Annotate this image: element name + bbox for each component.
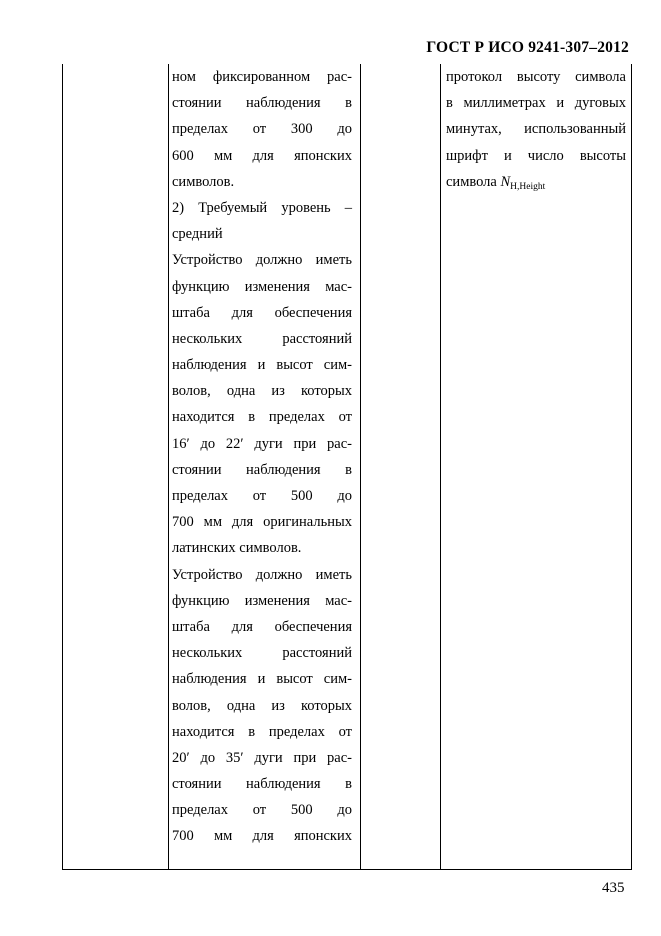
requirement-word: для [231, 514, 254, 531]
requirement-word: наблюдения [246, 95, 321, 112]
requirement-word: 600 [172, 147, 194, 164]
requirement-word: должно [255, 252, 303, 269]
requirement-word: сим- [323, 671, 352, 688]
table-bottom-border [62, 869, 632, 870]
requirement-word: обеспечения [274, 618, 352, 635]
requirement-text-line [172, 797, 352, 823]
requirement-word: мм [203, 514, 222, 531]
requirement-word: из [271, 383, 285, 400]
requirement-text-line [172, 483, 352, 509]
report-word: миллиметрах [463, 95, 546, 112]
requirement-word: японских [294, 828, 352, 845]
requirement-word: символов. [239, 540, 302, 557]
requirement-word: стоянии [172, 776, 222, 793]
requirement-text-line [172, 535, 352, 561]
table-border-right [631, 64, 632, 870]
requirement-text-line [172, 352, 352, 378]
requirement-word: штаба [172, 618, 210, 635]
requirement-word: от [338, 723, 352, 740]
requirement-word: до [200, 435, 216, 452]
requirement-text-line [172, 300, 352, 326]
requirement-text-line [172, 143, 352, 169]
requirement-word: находится [172, 409, 235, 426]
requirement-word: в [345, 95, 352, 112]
requirement-text-line [172, 274, 352, 300]
requirement-word: в [345, 776, 352, 793]
requirement-word: Требуемый [198, 199, 268, 216]
report-text-line-final [446, 169, 626, 195]
requirement-word: 22′ [225, 435, 244, 452]
report-text-line [446, 90, 626, 116]
requirement-text-line [172, 719, 352, 745]
requirement-word: высот [276, 357, 313, 374]
requirement-word: иметь [315, 566, 352, 583]
requirement-word: – [344, 199, 352, 216]
requirement-text-line [172, 431, 352, 457]
requirement-word: для [231, 304, 253, 321]
requirement-word: до [337, 802, 352, 819]
requirement-text-line [172, 64, 352, 90]
requirement-word: рас- [327, 435, 352, 452]
requirement-word: 700 [172, 514, 194, 531]
requirement-word: одна [226, 383, 256, 400]
requirement-text-line [172, 247, 352, 273]
requirement-text-line [172, 169, 352, 195]
requirement-word: иметь [315, 252, 352, 269]
requirement-word: до [337, 488, 352, 504]
requirement-word: волов, [172, 383, 211, 400]
requirement-word: мм [213, 147, 233, 164]
requirement-word: 700 [172, 828, 194, 845]
report-word: символа [575, 69, 626, 85]
requirement-word: пределах [268, 409, 325, 426]
requirement-word: при [293, 435, 317, 452]
requirement-text-line [172, 378, 352, 404]
report-word: высоты [579, 147, 626, 164]
requirement-text-line [172, 771, 352, 797]
requirement-word: 500 [290, 488, 313, 504]
column-divider-3 [440, 64, 441, 870]
report-word: протокол [446, 69, 503, 85]
requirement-word: наблюдения [246, 461, 321, 478]
requirement-word: наблюдения [246, 776, 321, 793]
requirement-word: дуги [254, 749, 283, 766]
column-divider-1 [168, 64, 169, 870]
requirement-word: до [200, 749, 216, 766]
requirement-word: для [231, 618, 253, 635]
requirement-word: фиксированном [212, 69, 311, 85]
standard-header: ГОСТ Р ИСО 9241-307–2012 [426, 39, 629, 56]
requirement-word: и [257, 671, 266, 688]
requirement-word: нескольких [172, 330, 243, 347]
report-word: и [503, 147, 512, 164]
requirement-text-line [172, 666, 352, 692]
requirement-word: 300 [290, 121, 313, 138]
requirement-word: мас- [325, 278, 352, 295]
requirement-word: стоянии [172, 461, 222, 478]
requirement-word: от [252, 488, 267, 504]
height-symbol-subscript: H,Height [510, 181, 546, 192]
requirement-word: пределах [268, 723, 325, 740]
requirement-word: латинских [172, 540, 236, 557]
requirement-word: обеспечения [274, 304, 352, 321]
requirement-word: находится [172, 723, 235, 740]
requirement-word: наблюдения [172, 357, 247, 374]
requirement-word: нескольких [172, 645, 243, 662]
requirement-text-line [172, 614, 352, 640]
requirement-word: от [252, 802, 267, 819]
height-symbol: N [500, 173, 511, 190]
report-word: число [527, 147, 564, 164]
requirement-word: функцию [172, 592, 230, 609]
report-word: использованный [524, 121, 626, 138]
requirement-word: 16′ [172, 435, 190, 452]
requirement-text-line [172, 823, 352, 849]
requirement-text-line [172, 457, 352, 483]
requirement-word: рас- [327, 69, 352, 85]
requirement-word: мм [213, 828, 233, 845]
requirement-word: высот [276, 671, 313, 688]
requirement-word: уровень [281, 199, 331, 216]
report-word: шрифт [446, 147, 488, 164]
requirement-word: средний [172, 226, 223, 243]
report-text-line [446, 143, 626, 169]
requirement-text-line [172, 588, 352, 614]
requirement-word: дуги [254, 435, 283, 452]
table-cell-report [446, 64, 626, 195]
requirement-text-line [172, 404, 352, 430]
requirement-word: 2) [172, 199, 185, 216]
requirement-word: функцию [172, 278, 230, 295]
requirement-word: изменения [244, 278, 310, 295]
requirement-text-line [172, 195, 352, 221]
requirement-word: для [252, 828, 274, 845]
requirement-word: пределах [172, 121, 228, 138]
report-word: дуговых [574, 95, 626, 112]
requirement-word: в [248, 409, 256, 426]
report-word: высоту [516, 69, 561, 85]
requirement-word: волов, [172, 697, 211, 714]
requirement-text-line [172, 116, 352, 142]
requirement-text-line [172, 90, 352, 116]
requirements-table [62, 64, 632, 870]
report-final-prefix: символа [446, 173, 501, 190]
requirement-word: штаба [172, 304, 210, 321]
requirement-text-line [172, 745, 352, 771]
requirement-word: в [248, 723, 256, 740]
requirement-word: изменения [244, 592, 310, 609]
requirement-text-line [172, 562, 352, 588]
requirement-word: и [257, 357, 266, 374]
requirement-word: символов. [172, 173, 235, 190]
requirement-word: расстояний [282, 645, 352, 662]
requirement-text-line [172, 326, 352, 352]
requirement-word: от [252, 121, 267, 138]
requirement-word: до [337, 121, 352, 138]
report-text-line [446, 116, 626, 142]
report-word: и [556, 95, 565, 112]
requirement-word: пределах [172, 802, 228, 819]
requirement-word: должно [255, 566, 303, 583]
requirement-word: которых [300, 383, 352, 400]
requirement-word: сим- [323, 357, 352, 374]
requirement-word: мас- [325, 592, 352, 609]
requirement-word: стоянии [172, 95, 222, 112]
requirement-word: 500 [290, 802, 313, 819]
table-border-left [62, 64, 63, 870]
requirement-word: оригинальных [263, 514, 352, 531]
requirement-word: 35′ [225, 749, 244, 766]
requirement-word: в [345, 461, 352, 478]
requirement-word: от [338, 409, 352, 426]
requirement-word: Устройство [172, 252, 243, 269]
requirement-word: одна [226, 697, 256, 714]
column-divider-2 [360, 64, 361, 870]
report-text-line [446, 64, 626, 90]
requirement-text-line [172, 640, 352, 666]
report-word: минутах, [446, 121, 502, 138]
requirement-word: японских [294, 147, 352, 164]
requirement-word: из [271, 697, 285, 714]
table-cell-requirements [172, 64, 352, 850]
requirement-word: ном [172, 69, 196, 85]
requirement-word: при [293, 749, 317, 766]
requirement-word: рас- [327, 749, 352, 766]
page-number: 435 [602, 880, 625, 896]
requirement-word: которых [300, 697, 352, 714]
requirement-text-line [172, 509, 352, 535]
requirement-word: наблюдения [172, 671, 247, 688]
requirement-word: 20′ [172, 749, 190, 766]
requirement-word: пределах [172, 488, 228, 504]
requirement-text-line [172, 693, 352, 719]
report-word: в [446, 95, 453, 112]
requirement-text-line [172, 221, 352, 247]
requirement-word: расстояний [282, 330, 352, 347]
requirement-word: Устройство [172, 566, 243, 583]
requirement-word: для [252, 147, 274, 164]
